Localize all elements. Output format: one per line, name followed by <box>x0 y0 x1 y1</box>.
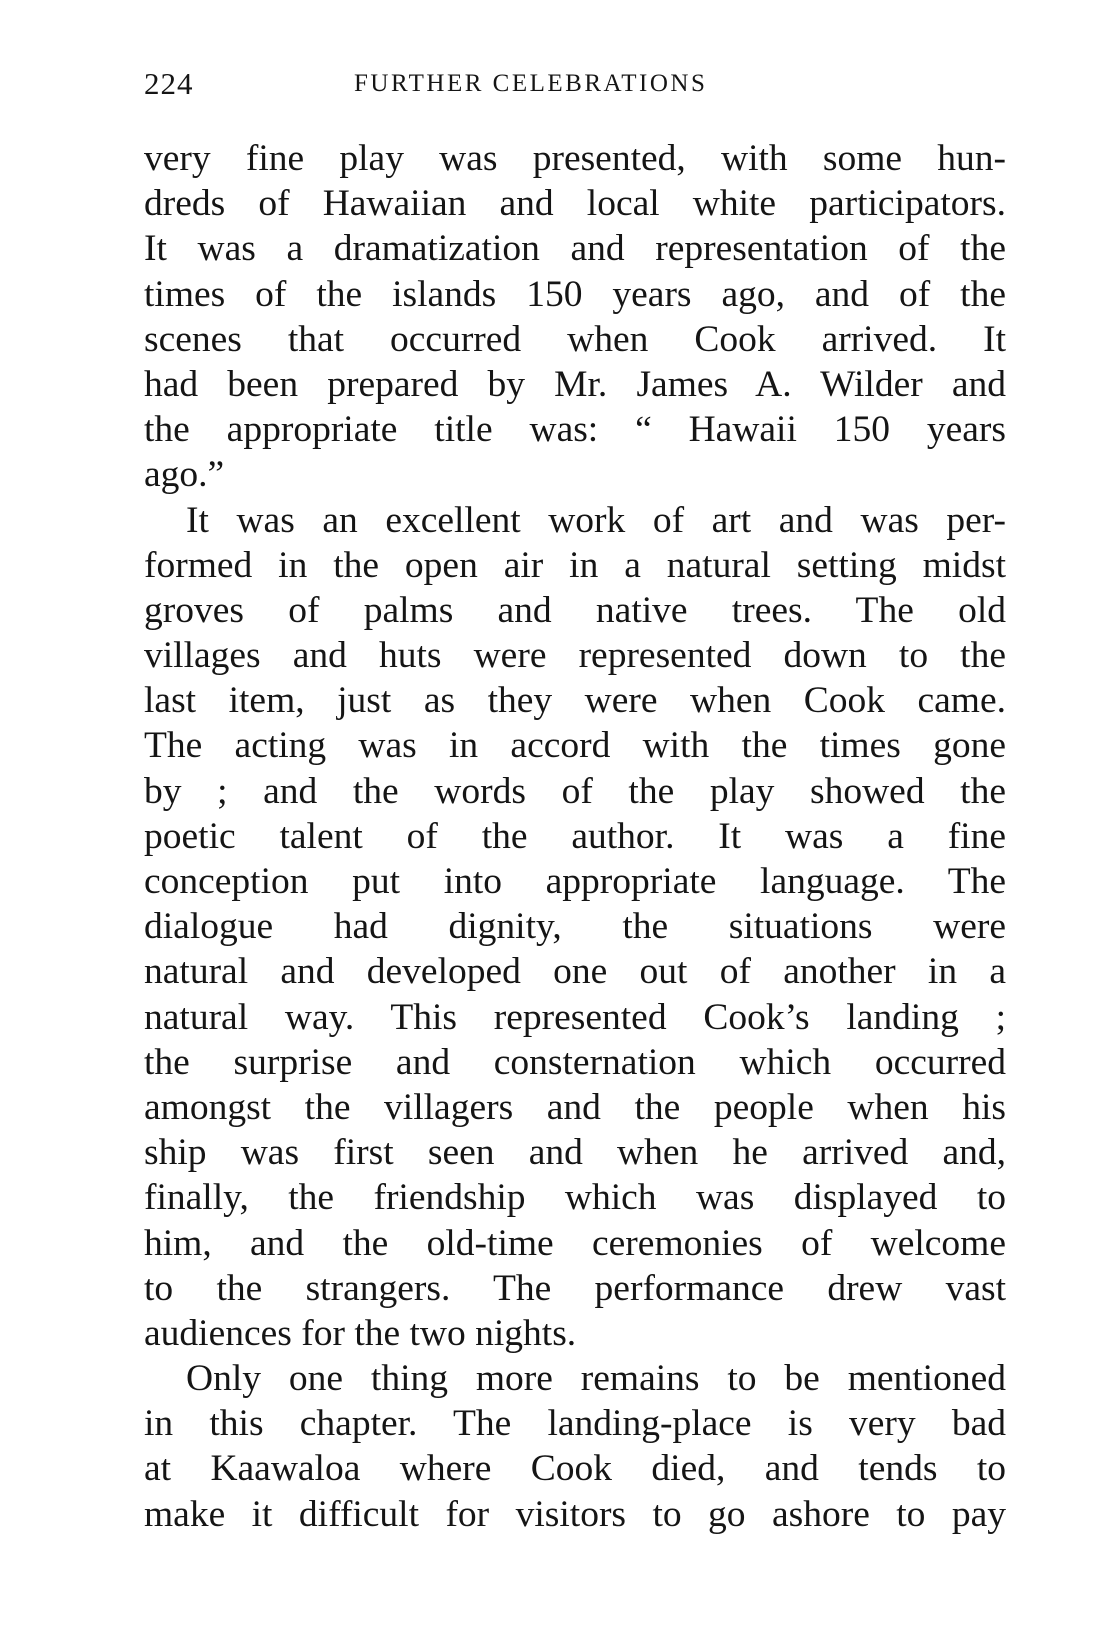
text-line: had been prepared by Mr. James A. Wilder and <box>144 363 1006 405</box>
text-line: by ; and the words of the play showed the <box>144 770 1006 812</box>
text-line: finally, the friendship which was displayed to <box>144 1177 1006 1219</box>
text-line: poetic talent of the author. It was a fine <box>144 815 1006 857</box>
text-line: in this chapter. The landing-place is very bad <box>144 1403 1006 1445</box>
text-line: natural way. This represented Cook’s landing ; <box>144 996 1006 1038</box>
text-line: him, and the old-time ceremonies of welcome <box>144 1222 1006 1264</box>
text-line: the appropriate title was: “ Hawaii 150 years <box>144 409 1006 451</box>
text-line: scenes that occurred when Cook arrived. It <box>144 318 1006 360</box>
text-line: make it difficult for visitors to go ashore to pay <box>144 1493 1006 1535</box>
text-line: ship was first seen and when he arrived and, <box>144 1132 1006 1174</box>
text-line: the surprise and consternation which occurred <box>144 1041 1006 1083</box>
text-line: last item, just as they were when Cook came. <box>144 680 1006 722</box>
running-head <box>144 66 1004 106</box>
text-line: natural and developed one out of another in a <box>144 951 1006 993</box>
text-line: times of the islands 150 years ago, and of the <box>144 273 1006 315</box>
text-line: amongst the villagers and the people when his <box>144 1086 1006 1128</box>
text-line: The acting was in accord with the times gone <box>144 725 1006 767</box>
text-line: villages and huts were represented down to the <box>144 635 1006 677</box>
text-line: ago.” <box>144 454 225 496</box>
text-line: audiences for the two nights. <box>144 1312 577 1354</box>
text-line: formed in the open air in a natural setting midst <box>144 544 1006 586</box>
running-title: FURTHER CELEBRATIONS <box>354 70 708 97</box>
body-text <box>144 136 1006 1537</box>
text-line: dreds of Hawaiian and local white participators. <box>144 183 1006 225</box>
text-line: dialogue had dignity, the situations were <box>144 906 1006 948</box>
text-line: Only one thing more remains to be mentioned <box>186 1358 1006 1400</box>
page-number: 224 <box>144 66 194 101</box>
text-line: conception put into appropriate language. The <box>144 861 1006 902</box>
text-line: at Kaawaloa where Cook died, and tends to <box>144 1448 1006 1490</box>
text-line: It was a dramatization and representation of the <box>144 228 1006 270</box>
text-line: very fine play was presented, with some hun- <box>144 138 1006 179</box>
text-line: groves of palms and native trees. The old <box>144 589 1006 631</box>
text-line: to the strangers. The performance drew vast <box>144 1267 1006 1309</box>
text-line: It was an excellent work of art and was per- <box>186 499 1006 541</box>
